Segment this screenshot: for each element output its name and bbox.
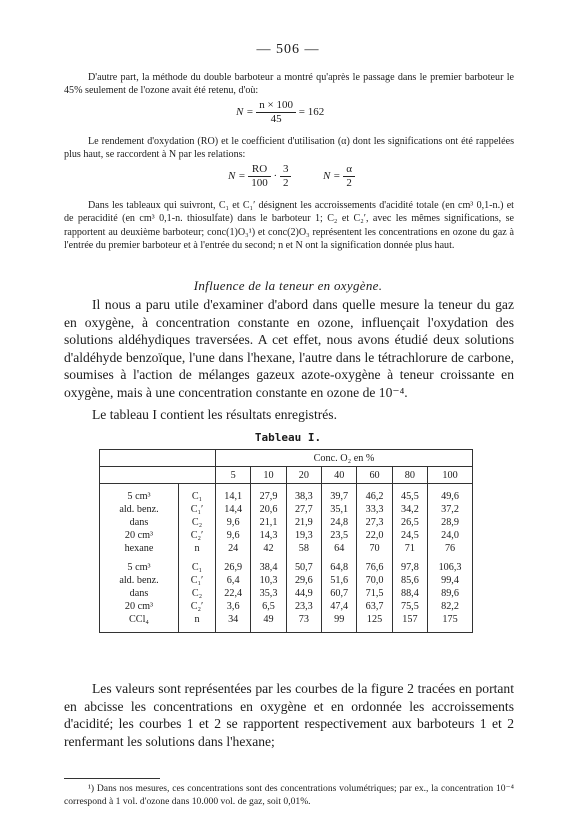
table-cell: 70 (357, 542, 392, 555)
table-cell: 26,5 (392, 516, 427, 529)
table-cell: 33,3 (357, 503, 392, 516)
page-number: — 506 — (256, 42, 320, 57)
table-cell: 24 (216, 542, 251, 555)
equation-fraction (256, 99, 296, 126)
equation-rhs: = 162 (298, 106, 325, 119)
paragraph-text: Les valeurs sont représentées par les courbes de la figure 2 tracées en portant en abcisse les concentrations en oxygène et en ordonnée les accroissements d'acidité; les courbes 1 et 2 se rapportent respectivement aux barboteurs 1 et 2 renfermant les solutions dans l'hexane; (64, 681, 514, 749)
table-cell: 26,9 (216, 561, 251, 574)
table-corner (100, 450, 179, 467)
table-cell: 47,4 (322, 600, 357, 613)
column-header: 40 (322, 467, 357, 484)
row-symbol: C₂′ (179, 600, 216, 613)
table-row (100, 490, 473, 503)
row-symbol: C₂ (179, 516, 216, 529)
table-cell: 89,6 (428, 587, 473, 600)
multiplication-dot: · (273, 170, 278, 183)
row-group-label: dans (129, 517, 149, 528)
equation-relations (228, 163, 355, 190)
column-header: 20 (286, 467, 321, 484)
footnote-rule (64, 778, 160, 779)
fraction-numerator: RO (248, 163, 271, 177)
paragraph-text: Le rendement d'oxydation (RO) et le coefficient d'utilisation (α) dont les significations ont été rappelées plus haut, se raccordent à N par les relations: (64, 136, 514, 161)
table-corner (179, 467, 216, 484)
equation-lhs: N = (322, 170, 341, 183)
table-cell: 49 (251, 613, 286, 626)
table-cell: 46,2 (357, 490, 392, 503)
table-row (100, 600, 473, 613)
table-row (100, 542, 473, 555)
table-cell: 175 (428, 613, 473, 626)
table-cell: 157 (392, 613, 427, 626)
table-cell: 71 (392, 542, 427, 555)
table-cell: 14,1 (216, 490, 251, 503)
fraction-numerator: α (343, 163, 355, 177)
table-cell: 21,9 (286, 516, 321, 529)
table-row (100, 529, 473, 542)
equation-lhs: N = (236, 106, 254, 119)
table-cell: 38,4 (251, 561, 286, 574)
table-cell: 35,3 (251, 587, 286, 600)
table-cell: 23,3 (286, 600, 321, 613)
table-cell: 99,4 (428, 574, 473, 587)
table-cell: 22,4 (216, 587, 251, 600)
table-cell: 6,5 (251, 600, 286, 613)
column-header: 10 (251, 467, 286, 484)
row-symbol: C₂ (179, 587, 216, 600)
fraction-denominator: 45 (270, 113, 282, 125)
table-corner (179, 450, 216, 467)
table-cell: 27,3 (357, 516, 392, 529)
row-symbol: n (179, 542, 216, 555)
table-cell: 19,3 (286, 529, 321, 542)
table-cell: 24,8 (322, 516, 357, 529)
table-cell: 76,6 (357, 561, 392, 574)
equation-fraction (343, 163, 355, 190)
table-cell: 14,3 (251, 529, 286, 542)
row-symbol: C₁′ (179, 574, 216, 587)
table-cell: 22,0 (357, 529, 392, 542)
equation-fraction (248, 163, 271, 190)
row-group-label: 5 cm³ (127, 562, 151, 573)
table-cell: 44,9 (286, 587, 321, 600)
table-group-header: Conc. O₂ en % (216, 450, 473, 467)
table-cell: 70,0 (357, 574, 392, 587)
table-cell: 51,6 (322, 574, 357, 587)
body-paragraph (64, 296, 514, 402)
table-cell: 64 (322, 542, 357, 555)
table-cell: 39,7 (322, 490, 357, 503)
row-symbol: n (179, 613, 216, 626)
table-cell: 99 (322, 613, 357, 626)
equation-n (236, 99, 324, 126)
intro-paragraph (64, 71, 514, 98)
body-paragraph (64, 680, 514, 750)
row-group-label: ald. benz. (119, 575, 159, 586)
column-header: 5 (216, 467, 251, 484)
table-row (100, 561, 473, 574)
body-paragraph (64, 406, 514, 424)
group-spacer (100, 626, 473, 633)
table-cell: 71,5 (357, 587, 392, 600)
footnote (64, 783, 514, 808)
table-cell: 63,7 (357, 600, 392, 613)
fraction-numerator: n × 100 (256, 99, 296, 113)
table-cell: 75,5 (392, 600, 427, 613)
equation-lhs: N = (228, 170, 246, 183)
fraction-denominator: 100 (251, 177, 268, 189)
table-cell: 38,3 (286, 490, 321, 503)
table-cell: 97,8 (392, 561, 427, 574)
row-symbol: C₂′ (179, 529, 216, 542)
footnote-text: ¹) Dans nos mesures, ces concentrations sont des concentrations volumétriques; par ex., la concentration 10⁻⁴ correspond à 1 vol. d'ozone dans 10.000 vol. de gaz, soit 0,01%. (64, 783, 514, 807)
table-cell: 42 (251, 542, 286, 555)
table-cell: 35,1 (322, 503, 357, 516)
table-corner (100, 467, 179, 484)
table-cell: 34 (216, 613, 251, 626)
table-cell: 60,7 (322, 587, 357, 600)
row-group-label: CCl₄ (129, 614, 149, 625)
table-cell: 76 (428, 542, 473, 555)
row-group-label: ald. benz. (119, 504, 159, 515)
row-symbol: C₁ (179, 490, 216, 503)
table-cell: 27,9 (251, 490, 286, 503)
equation-fraction (280, 163, 292, 190)
section-heading: Influence de la teneur en oxygène. (193, 278, 383, 293)
table-cell: 29,6 (286, 574, 321, 587)
relations-paragraph (64, 135, 514, 162)
row-group-label: dans (129, 588, 149, 599)
table-cell: 28,9 (428, 516, 473, 529)
table-cell: 58 (286, 542, 321, 555)
row-symbol: C₁ (179, 561, 216, 574)
table-cell: 21,1 (251, 516, 286, 529)
table-row (100, 574, 473, 587)
row-group-label: hexane (124, 543, 154, 554)
table-cell: 49,6 (428, 490, 473, 503)
table-cell: 24,5 (392, 529, 427, 542)
fraction-denominator: 2 (282, 177, 289, 189)
table-caption: Tableau I. (254, 431, 322, 444)
row-group-label: 20 cm³ (124, 530, 154, 541)
table-row (100, 503, 473, 516)
table-cell: 3,6 (216, 600, 251, 613)
table-cell: 125 (357, 613, 392, 626)
table-cell: 27,7 (286, 503, 321, 516)
row-group-label: 5 cm³ (127, 491, 151, 502)
paragraph-text: Dans les tableaux qui suivront, C₁ et C₁′ désignent les accroissements d'acidité totale (en cm³ 0,1-n.) et de peracidité (en cm³ 0,1-n. thiosulfate) dans le barboteur 1; C₂ et C₂′, avec les mêmes significations, se rapportent au deuxième barboteur; conc(1)O₃¹) et conc(2)O₃ représentent les concentrations en ozone du gaz à l'entrée du premier barboteur et à l'entrée du second; n et N ont la signification donnée plus haut. (64, 200, 514, 252)
table-cell: 73 (286, 613, 321, 626)
table-cell: 14,4 (216, 503, 251, 516)
column-header: 100 (428, 467, 473, 484)
table-cell: 6,4 (216, 574, 251, 587)
definitions-paragraph (64, 199, 514, 253)
fraction-denominator: 2 (346, 177, 352, 189)
table-cell: 88,4 (392, 587, 427, 600)
table-row (100, 587, 473, 600)
column-header: 80 (392, 467, 427, 484)
table-cell: 37,2 (428, 503, 473, 516)
paragraph-text: Le tableau I contient les résultats enregistrés. (92, 407, 337, 422)
table-cell: 34,2 (392, 503, 427, 516)
table-row (100, 516, 473, 529)
table-cell: 20,6 (251, 503, 286, 516)
table-cell: 9,6 (216, 516, 251, 529)
table-cell: 64,8 (322, 561, 357, 574)
paragraph-text: D'autre part, la méthode du double barboteur a montré qu'après le passage dans le premier barboteur le 45% seulement de l'ozone avait été retenu, d'où: (64, 72, 514, 97)
column-header: 60 (357, 467, 392, 484)
row-symbol: C₁′ (179, 503, 216, 516)
row-group-label: 20 cm³ (124, 601, 154, 612)
table-cell: 106,3 (428, 561, 473, 574)
table-row (100, 613, 473, 626)
table-cell: 10,3 (251, 574, 286, 587)
results-table (99, 449, 473, 633)
paragraph-text: Il nous a paru utile d'examiner d'abord dans quelle mesure la teneur du gaz en oxygène, à concentration constante en ozone, influençait l'oxydation des solutions aldéhydiques traversées. A cet effet, nous avons étudié deux solutions d'aldéhyde benzoïque, l'une dans l'hexane, l'autre dans le tétrachlorure de carbone, soumises à l'action de mélanges gazeux azote-oxygène à teneur croissante en oxygène, mais à une concentration constante en ozone de 10⁻⁴. (64, 297, 514, 400)
table-cell: 85,6 (392, 574, 427, 587)
table-cell: 9,6 (216, 529, 251, 542)
table-cell: 23,5 (322, 529, 357, 542)
table-cell: 24,0 (428, 529, 473, 542)
table-cell: 82,2 (428, 600, 473, 613)
table-cell: 45,5 (392, 490, 427, 503)
table-cell: 50,7 (286, 561, 321, 574)
fraction-numerator: 3 (280, 163, 292, 177)
